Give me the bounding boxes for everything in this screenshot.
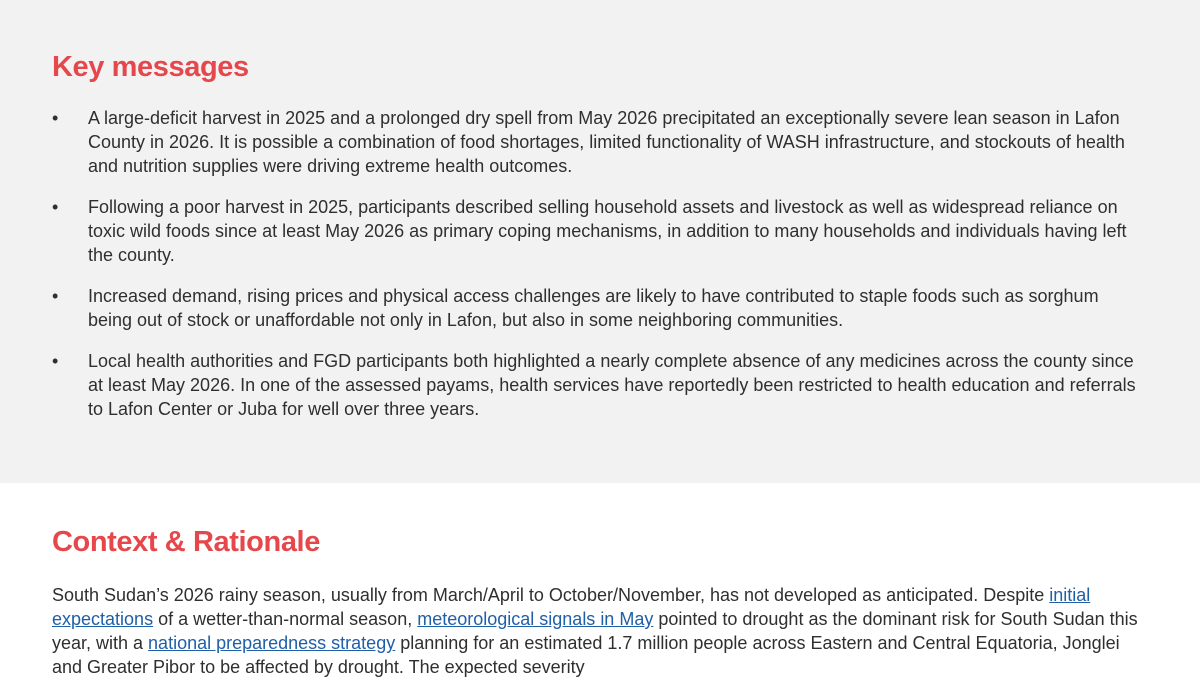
initial-expectations-link[interactable]: initial expectations (52, 585, 1091, 629)
context-text: planning for an estimated 1.7 million people across Eastern and Central Equatoria, Jonglei and Greater Pibor to be affected by drought. The expected severity (52, 633, 1120, 677)
list-item-text: Following a poor harvest in 2025, participants described selling household assets and livestock as well as widespread reliance on toxic wild foods since at least May 2026 as primary coping mechanisms, in addition to many households and individuals having left the county. (88, 197, 1127, 265)
bullet-icon: • (52, 351, 59, 371)
key-messages-title: Key messages (52, 51, 249, 83)
bullet-icon: • (52, 197, 59, 217)
list-item (52, 195, 1142, 267)
key-messages-list (52, 106, 1142, 438)
list-item (52, 106, 1142, 178)
meteorological-signals-link[interactable]: meteorological signals in May (417, 609, 654, 629)
context-text: South Sudan’s 2026 rainy season, usually from March/April to October/November, has not developed as anticipated. Despite (52, 585, 1050, 605)
list-item-text: Local health authorities and FGD participants both highlighted a nearly complete absence of any medicines across the county since at least May 2026. In one of the assessed payams, health services have reportedly been restricted to health education and referrals to Lafon Center or Juba for well over three years. (88, 351, 1136, 419)
bullet-icon: • (52, 286, 59, 306)
national-preparedness-strategy-link[interactable]: national preparedness strategy (148, 633, 396, 653)
list-item (52, 284, 1142, 332)
context-text: of a wetter-than-normal season, (153, 609, 418, 629)
list-item-text: A large-deficit harvest in 2025 and a prolonged dry spell from May 2026 precipitated an exceptionally severe lean season in Lafon County in 2026. It is possible a combination of food shortages, limited functionality of WASH infrastructure, and stockouts of health and nutrition supplies were driving extreme health outcomes. (88, 108, 1125, 176)
context-rationale-title: Context & Rationale (52, 526, 320, 558)
bullet-icon: • (52, 108, 59, 128)
context-text: pointed to drought as the dominant risk for South Sudan this year, with a (52, 609, 1138, 653)
list-item-text: Increased demand, rising prices and physical access challenges are likely to have contributed to staple foods such as sorghum being out of stock or unaffordable not only in Lafon, but also in some neighboring communities. (88, 286, 1099, 330)
list-item (52, 349, 1142, 421)
context-paragraph (52, 583, 1152, 679)
